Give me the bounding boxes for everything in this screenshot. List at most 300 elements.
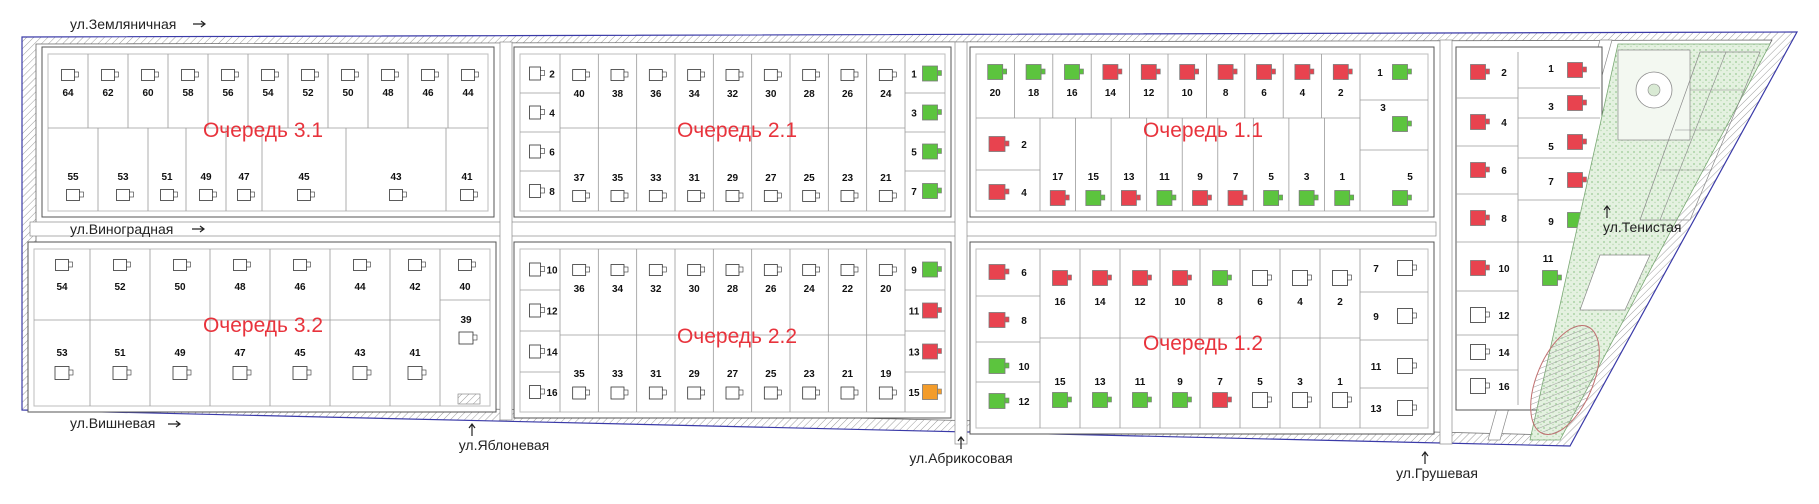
house-shape bbox=[117, 190, 130, 201]
house-annex bbox=[115, 72, 119, 77]
house-annex bbox=[1118, 69, 1122, 74]
plot-number: 10 bbox=[1174, 297, 1186, 308]
plot-number: 16 bbox=[1498, 382, 1510, 393]
house-shape bbox=[1471, 211, 1486, 226]
house-annex bbox=[1243, 195, 1247, 200]
house-shape bbox=[1253, 271, 1268, 286]
house-shape bbox=[390, 190, 403, 201]
house-shape bbox=[1053, 393, 1068, 408]
plot-number: 8 bbox=[1222, 88, 1229, 99]
house-shape bbox=[803, 387, 816, 399]
house-shape bbox=[803, 70, 816, 81]
house-annex bbox=[75, 72, 79, 77]
plot-number: 3 bbox=[1380, 103, 1386, 114]
phase-label-1-1: Очередь 1.1 bbox=[1142, 119, 1264, 142]
house-annex bbox=[80, 192, 84, 197]
house-shape bbox=[923, 344, 938, 359]
house-annex bbox=[422, 262, 426, 267]
house-shape bbox=[1141, 65, 1156, 80]
plot-number: 20 bbox=[989, 88, 1001, 99]
house-annex bbox=[938, 308, 942, 313]
house-shape bbox=[1393, 191, 1408, 206]
house-annex bbox=[1068, 275, 1072, 280]
house-annex bbox=[1486, 383, 1490, 388]
house-annex bbox=[195, 72, 199, 77]
house-shape bbox=[923, 262, 938, 277]
plot-number: 42 bbox=[409, 282, 421, 293]
house-shape bbox=[726, 265, 739, 276]
house-shape bbox=[408, 367, 422, 380]
plot-number: 20 bbox=[880, 284, 892, 295]
phase-label-3-2: Очередь 3.2 bbox=[202, 314, 324, 337]
house-shape bbox=[1193, 191, 1208, 206]
house-annex bbox=[69, 262, 73, 267]
street-label-tenistaya: ул.Тенистая bbox=[1603, 219, 1682, 235]
plot-number: 12 bbox=[1018, 397, 1030, 408]
house-annex bbox=[1068, 397, 1072, 402]
house-shape bbox=[649, 265, 662, 276]
house-shape bbox=[803, 191, 816, 202]
plot-number: 3 bbox=[1297, 377, 1303, 388]
plot-number: 17 bbox=[1052, 172, 1064, 183]
plot-number: 2 bbox=[1501, 68, 1507, 79]
plot-number: 6 bbox=[549, 147, 555, 159]
house-shape bbox=[649, 191, 662, 202]
house-shape bbox=[1393, 65, 1408, 80]
house-shape bbox=[989, 185, 1005, 200]
plot-number: 9 bbox=[1548, 217, 1554, 228]
house-annex bbox=[473, 335, 477, 340]
plot-number: 25 bbox=[803, 173, 815, 184]
house-annex bbox=[1005, 141, 1009, 146]
house-annex bbox=[854, 267, 858, 272]
plot-number: 43 bbox=[390, 172, 402, 183]
plot-number: 11 bbox=[1542, 254, 1554, 265]
house-shape bbox=[803, 265, 816, 276]
house-annex bbox=[541, 188, 545, 193]
house-shape bbox=[182, 70, 195, 81]
plot-number: 4 bbox=[1299, 88, 1306, 99]
house-annex bbox=[1228, 275, 1232, 280]
house-shape bbox=[1471, 65, 1486, 80]
house-shape bbox=[1173, 271, 1188, 286]
plot-number: 34 bbox=[611, 284, 624, 295]
house-shape bbox=[1398, 401, 1413, 416]
house-annex bbox=[816, 193, 820, 198]
plot-number: 35 bbox=[611, 173, 624, 184]
house-annex bbox=[422, 370, 426, 375]
arrow-up-icon bbox=[1422, 452, 1428, 464]
house-annex bbox=[1041, 69, 1045, 74]
house-annex bbox=[1233, 69, 1237, 74]
house-annex bbox=[1003, 69, 1007, 74]
house-annex bbox=[1208, 195, 1212, 200]
house-shape bbox=[1335, 191, 1350, 206]
house-shape bbox=[530, 304, 541, 317]
house-shape bbox=[841, 265, 854, 276]
plot-number: 1 bbox=[1339, 172, 1346, 183]
plot-number: 4 bbox=[1501, 118, 1507, 129]
house-annex bbox=[541, 149, 545, 154]
house-shape bbox=[294, 260, 307, 271]
house-shape bbox=[1257, 65, 1272, 80]
house-annex bbox=[1268, 397, 1272, 402]
plot-number: 29 bbox=[726, 173, 739, 184]
house-shape bbox=[923, 385, 938, 400]
house-shape bbox=[233, 367, 247, 380]
plot-number: 53 bbox=[56, 348, 68, 359]
house-shape bbox=[879, 191, 892, 202]
plot-number: 7 bbox=[911, 187, 917, 198]
house-annex bbox=[938, 389, 942, 394]
plot-number: 16 bbox=[1054, 297, 1066, 308]
plot-number: 44 bbox=[462, 88, 474, 99]
house-shape bbox=[459, 260, 472, 271]
house-shape bbox=[989, 137, 1005, 152]
plot-number: 46 bbox=[294, 282, 306, 293]
house-annex bbox=[1148, 275, 1152, 280]
house-shape bbox=[1103, 65, 1118, 80]
house-annex bbox=[1108, 275, 1112, 280]
house-annex bbox=[892, 267, 896, 272]
plot-number: 15 bbox=[1087, 172, 1099, 183]
plot-number: 48 bbox=[382, 88, 394, 99]
house-shape bbox=[354, 260, 367, 271]
house-shape bbox=[923, 66, 938, 81]
house-annex bbox=[701, 267, 705, 272]
house-annex bbox=[1080, 69, 1084, 74]
plot-number: 3 bbox=[1303, 172, 1310, 183]
plot-number: 54 bbox=[262, 88, 274, 99]
house-shape bbox=[649, 387, 662, 399]
house-shape bbox=[113, 367, 127, 380]
plot-number: 11 bbox=[1159, 172, 1170, 183]
house-shape bbox=[382, 70, 395, 81]
plot-number: 12 bbox=[546, 306, 558, 318]
plot-number: 27 bbox=[726, 369, 739, 380]
house-annex bbox=[892, 72, 896, 77]
phase-label-2-1: Очередь 2.1 bbox=[676, 119, 798, 142]
house-annex bbox=[541, 267, 545, 272]
house-shape bbox=[764, 191, 777, 202]
plot-number: 10 bbox=[546, 265, 558, 277]
plot-number: 37 bbox=[573, 173, 585, 184]
house-shape bbox=[1253, 393, 1268, 408]
house-annex bbox=[1413, 313, 1417, 318]
parking-area bbox=[458, 394, 480, 404]
house-shape bbox=[1093, 393, 1108, 408]
plot-number: 40 bbox=[573, 89, 585, 100]
plot-number: 30 bbox=[765, 89, 777, 100]
house-annex bbox=[1101, 195, 1105, 200]
house-annex bbox=[854, 193, 858, 198]
plot-number: 48 bbox=[234, 282, 246, 293]
plot-number: 14 bbox=[546, 347, 558, 359]
arrow-right-icon bbox=[193, 21, 205, 27]
house-annex bbox=[315, 72, 319, 77]
house-annex bbox=[1408, 121, 1412, 126]
house-annex bbox=[1413, 405, 1417, 410]
phase-label-2-2: Очередь 2.2 bbox=[676, 325, 798, 348]
house-annex bbox=[1188, 275, 1192, 280]
street-label-grushevaya: ул.Грушевая bbox=[1396, 465, 1478, 481]
house-shape bbox=[56, 260, 69, 271]
house-shape bbox=[67, 190, 80, 201]
house-annex bbox=[938, 349, 942, 354]
plot-number: 52 bbox=[302, 88, 314, 99]
plot-number: 5 bbox=[1407, 172, 1413, 183]
house-shape bbox=[923, 144, 938, 159]
house-annex bbox=[541, 308, 545, 313]
house-shape bbox=[1053, 271, 1068, 286]
house-shape bbox=[142, 70, 155, 81]
plot-number: 33 bbox=[650, 173, 662, 184]
house-annex bbox=[624, 267, 628, 272]
house-shape bbox=[459, 332, 473, 344]
plot-number: 32 bbox=[650, 284, 662, 295]
plot-number: 35 bbox=[573, 369, 585, 380]
house-annex bbox=[541, 349, 545, 354]
house-annex bbox=[938, 267, 942, 272]
house-annex bbox=[1136, 195, 1140, 200]
house-shape bbox=[1228, 191, 1243, 206]
house-annex bbox=[1413, 265, 1417, 270]
house-annex bbox=[1583, 139, 1587, 144]
house-shape bbox=[530, 386, 541, 399]
plot-number: 2 bbox=[1021, 140, 1027, 151]
house-annex bbox=[1350, 195, 1354, 200]
house-shape bbox=[726, 70, 739, 81]
plot-number: 6 bbox=[1261, 88, 1267, 99]
house-annex bbox=[586, 390, 590, 395]
house-shape bbox=[573, 387, 586, 399]
house-annex bbox=[1558, 275, 1562, 280]
house-shape bbox=[1218, 65, 1233, 80]
house-annex bbox=[541, 389, 545, 394]
house-shape bbox=[1471, 163, 1486, 178]
plot-number: 12 bbox=[1498, 311, 1510, 322]
phase-label-3-1: Очередь 3.1 bbox=[202, 119, 324, 142]
plot-number: 6 bbox=[1501, 166, 1507, 177]
house-shape bbox=[530, 67, 541, 80]
house-shape bbox=[102, 70, 115, 81]
house-annex bbox=[1583, 100, 1587, 105]
plot-number: 52 bbox=[114, 282, 126, 293]
house-shape bbox=[1293, 271, 1308, 286]
house-annex bbox=[1156, 69, 1160, 74]
house-annex bbox=[816, 390, 820, 395]
house-shape bbox=[611, 191, 624, 202]
house-annex bbox=[1486, 69, 1490, 74]
plot-number: 14 bbox=[1094, 297, 1106, 308]
plot-number: 29 bbox=[688, 369, 700, 380]
plot-number: 12 bbox=[1134, 297, 1146, 308]
plot-number: 36 bbox=[573, 284, 585, 295]
house-annex bbox=[474, 192, 478, 197]
plot-number: 10 bbox=[1498, 264, 1510, 275]
plot-number: 51 bbox=[161, 172, 173, 183]
house-annex bbox=[1348, 69, 1352, 74]
house-shape bbox=[1471, 308, 1486, 323]
street-label-yablonevaya: ул.Яблоневая bbox=[458, 437, 550, 453]
plot-number: 47 bbox=[238, 172, 250, 183]
plot-number: 24 bbox=[803, 284, 815, 295]
house-annex bbox=[395, 72, 399, 77]
house-annex bbox=[1308, 275, 1312, 280]
house-annex bbox=[174, 192, 178, 197]
plot-number: 16 bbox=[546, 388, 558, 399]
house-annex bbox=[938, 110, 942, 115]
house-shape bbox=[1333, 393, 1348, 408]
arrow-right-icon bbox=[168, 421, 180, 427]
house-annex bbox=[938, 188, 942, 193]
phase-label-1-2: Очередь 1.2 bbox=[1142, 332, 1264, 355]
plot-number: 15 bbox=[1054, 377, 1066, 388]
house-shape bbox=[530, 185, 541, 198]
house-shape bbox=[573, 191, 586, 202]
house-annex bbox=[307, 370, 311, 375]
house-shape bbox=[989, 394, 1005, 409]
house-shape bbox=[530, 145, 541, 158]
house-annex bbox=[1005, 189, 1009, 194]
plot-number: 1 bbox=[1548, 64, 1554, 75]
house-shape bbox=[611, 70, 624, 81]
plot-number: 58 bbox=[182, 88, 194, 99]
house-annex bbox=[1005, 363, 1009, 368]
house-shape bbox=[726, 191, 739, 202]
house-shape bbox=[1121, 191, 1136, 206]
plot-number: 24 bbox=[880, 89, 892, 100]
house-shape bbox=[462, 70, 475, 81]
house-shape bbox=[1295, 65, 1310, 80]
house-shape bbox=[1180, 65, 1195, 80]
house-annex bbox=[1486, 167, 1490, 172]
street-label-zemlyanichnaya: ул.Земляничная bbox=[70, 16, 177, 32]
house-annex bbox=[541, 71, 545, 76]
house-annex bbox=[367, 262, 371, 267]
house-shape bbox=[1026, 65, 1041, 80]
house-annex bbox=[1413, 363, 1417, 368]
plot-number: 26 bbox=[841, 89, 854, 100]
house-annex bbox=[586, 193, 590, 198]
house-annex bbox=[187, 262, 191, 267]
street-label-vishnevaya: ул.Вишневая bbox=[70, 415, 156, 431]
house-shape bbox=[923, 303, 938, 318]
house-shape bbox=[422, 70, 435, 81]
plot-number: 28 bbox=[803, 89, 815, 100]
house-annex bbox=[1408, 69, 1412, 74]
house-annex bbox=[247, 262, 251, 267]
plot-number: 8 bbox=[1501, 214, 1507, 225]
house-annex bbox=[938, 149, 942, 154]
plot-number: 4 bbox=[549, 108, 555, 120]
house-shape bbox=[222, 70, 235, 81]
house-shape bbox=[923, 184, 938, 199]
plot-number: 23 bbox=[803, 369, 815, 380]
house-annex bbox=[1188, 397, 1192, 402]
plot-number: 11 bbox=[1134, 377, 1146, 388]
house-annex bbox=[777, 390, 781, 395]
plot-number: 5 bbox=[911, 147, 917, 159]
house-annex bbox=[816, 72, 820, 77]
plot-number: 8 bbox=[1217, 297, 1223, 308]
plot-number: 43 bbox=[354, 348, 366, 359]
plot-number: 33 bbox=[611, 369, 624, 380]
house-shape bbox=[1264, 191, 1279, 206]
house-annex bbox=[275, 72, 279, 77]
house-annex bbox=[251, 192, 255, 197]
plot-number: 5 bbox=[1268, 172, 1274, 183]
house-shape bbox=[55, 367, 69, 380]
house-shape bbox=[726, 387, 739, 399]
house-shape bbox=[342, 70, 355, 81]
house-annex bbox=[235, 72, 239, 77]
plot-number: 50 bbox=[342, 88, 354, 99]
house-shape bbox=[988, 65, 1003, 80]
house-annex bbox=[213, 192, 217, 197]
plot-number: 38 bbox=[611, 89, 624, 100]
house-annex bbox=[1583, 67, 1587, 72]
plot-number: 9 bbox=[1177, 377, 1183, 388]
house-shape bbox=[62, 70, 75, 81]
house-shape bbox=[1299, 191, 1314, 206]
plot-number: 31 bbox=[650, 369, 662, 380]
house-annex bbox=[701, 390, 705, 395]
house-shape bbox=[879, 70, 892, 81]
house-annex bbox=[662, 267, 666, 272]
plot-number: 45 bbox=[298, 172, 310, 183]
house-annex bbox=[403, 192, 407, 197]
plot-number: 2 bbox=[549, 69, 555, 81]
house-annex bbox=[1065, 195, 1069, 200]
plot-number: 23 bbox=[841, 173, 854, 184]
house-shape bbox=[234, 260, 247, 271]
plot-number: 6 bbox=[1021, 268, 1027, 279]
house-annex bbox=[1005, 398, 1009, 403]
house-shape bbox=[1133, 393, 1148, 408]
plot-number: 13 bbox=[908, 347, 920, 359]
house-annex bbox=[816, 267, 820, 272]
house-shape bbox=[262, 70, 275, 81]
plot-number: 10 bbox=[1018, 362, 1030, 373]
house-annex bbox=[892, 390, 896, 395]
plot-number: 44 bbox=[354, 282, 366, 293]
house-shape bbox=[879, 387, 892, 399]
house-shape bbox=[879, 265, 892, 276]
house-shape bbox=[161, 190, 174, 201]
plot-number: 10 bbox=[1181, 88, 1193, 99]
house-shape bbox=[841, 191, 854, 202]
house-shape bbox=[688, 387, 701, 399]
house-annex bbox=[1195, 69, 1199, 74]
plot-number: 7 bbox=[1373, 264, 1379, 275]
house-annex bbox=[739, 267, 743, 272]
house-annex bbox=[541, 110, 545, 115]
house-shape bbox=[174, 260, 187, 271]
house-annex bbox=[1486, 349, 1490, 354]
house-shape bbox=[841, 70, 854, 81]
house-shape bbox=[573, 265, 586, 276]
house-annex bbox=[1348, 397, 1352, 402]
house-shape bbox=[1398, 359, 1413, 374]
plot-number: 5 bbox=[1548, 142, 1554, 153]
plot-number: 4 bbox=[1297, 297, 1303, 308]
house-shape bbox=[409, 260, 422, 271]
plot-number: 9 bbox=[1197, 172, 1203, 183]
plot-number: 64 bbox=[62, 88, 74, 99]
house-shape bbox=[530, 106, 541, 119]
plot-number: 13 bbox=[1123, 172, 1135, 183]
